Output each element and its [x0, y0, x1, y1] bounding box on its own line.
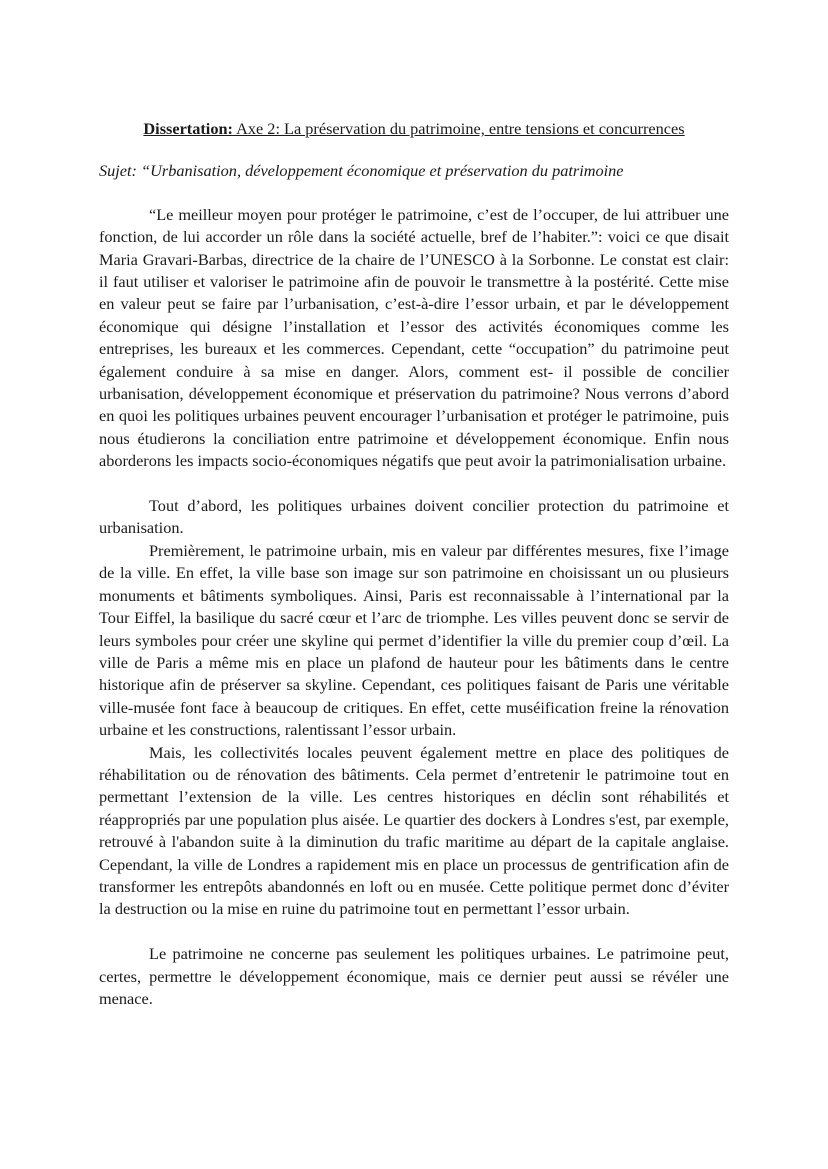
subject-line: Sujet: “Urbanisation, développement économique et préservation du patrimoine: [99, 161, 624, 181]
rehabilitation-paragraph: Mais, les collectivités locales peuvent également mettre en place des politiques de réhabilitation ou de rénovation des bâtiments. Cela permet d’entretenir le patrimoine tout en permettant l’extension de la ville. Les centres historiques en déclin sont réhabilités et réappropriés par une population plus aisée. Le quartier des dockers à Londres s'est, par exemple, retrouvé à l'abandon suite à la diminution du trafic maritime au départ de la capitale anglaise. Cependant, la ville de Londres a rapidement mis en place un processus de gentrification afin de transformer les entrepôts abandonnés en loft ou en musée. Cette politique permet donc d’éviter la destruction ou la mise en ruine du patrimoine tout en permettant l’essor urbain.: [99, 742, 729, 919]
title-label: Dissertation:: [143, 119, 233, 138]
part-one-intro-paragraph: Tout d’abord, les politiques urbaines doivent concilier protection du patrimoine et urbanisation.: [99, 496, 729, 538]
introduction-paragraph: “Le meilleur moyen pour protéger le patrimoine, c’est de l’occuper, de lui attribuer une fonction, de lui accorder un rôle dans la société actuelle, bref de l’habiter.”: voici ce que disait Maria Gravari-Barbas, directrice de la chaire de l’UNESCO à la Sorbonne. Le constat est clair: il faut utiliser et valoriser le patrimoine afin de pouvoir le transmettre à la postérité. Cette mise en valeur peut se faire par l’urbanisation, c’est-à-dire l’essor urbain, et par le développement économique qui désigne l’installation et l’essor des activités économiques comme les entreprises, les bureaux et les commerces. Cependant, cette “occupation” du patrimoine peut également conduire à sa mise en danger. Alors, comment est- il possible de concilier urbanisation, développement économique et préservation du patrimoine? Nous verrons d’abord en quoi les politiques urbaines peuvent encourager l’urbanisation et protéger le patrimoine, puis nous étudierons la conciliation entre patrimoine et développement économique. Enfin nous aborderons les impacts socio-économiques négatifs que peut avoir la patrimonialisation urbaine.: [99, 204, 729, 471]
document-page: [99, 118, 729, 1010]
paris-skyline-paragraph: Premièrement, le patrimoine urbain, mis en valeur par différentes mesures, fixe l’image de la ville. En effet, la ville base son image sur son patrimoine en choisissant un ou plusieurs monuments et bâtiments symboliques. Ainsi, Paris est reconnaissable à l’international par la Tour Eiffel, la basilique du sacré cœur et l’arc de triomphe. Les villes peuvent donc se servir de leurs symboles pour créer une skyline qui permet d’identifier la ville du premier coup d’œil. La ville de Paris a même mis en place un plafond de hauteur pour les bâtiments dans le centre historique afin de préserver sa skyline. Cependant, ces politiques faisant de Paris une véritable ville-musée font face à beaucoup de critiques. En effet, cette muséification freine la rénovation urbaine et les constructions, ralentissant l’essor urbain.: [99, 540, 729, 740]
document-title: [99, 118, 729, 140]
paragraph-spacer: [99, 921, 729, 943]
title-text: Axe 2: La préservation du patrimoine, entre tensions et concurrences: [232, 119, 685, 138]
part-two-intro-paragraph: Le patrimoine ne concerne pas seulement les politiques urbaines. Le patrimoine peut, certes, permettre le développement économique, mais ce dernier peut aussi se révéler une menace.: [99, 944, 729, 1008]
paragraph-spacer: [99, 473, 729, 495]
